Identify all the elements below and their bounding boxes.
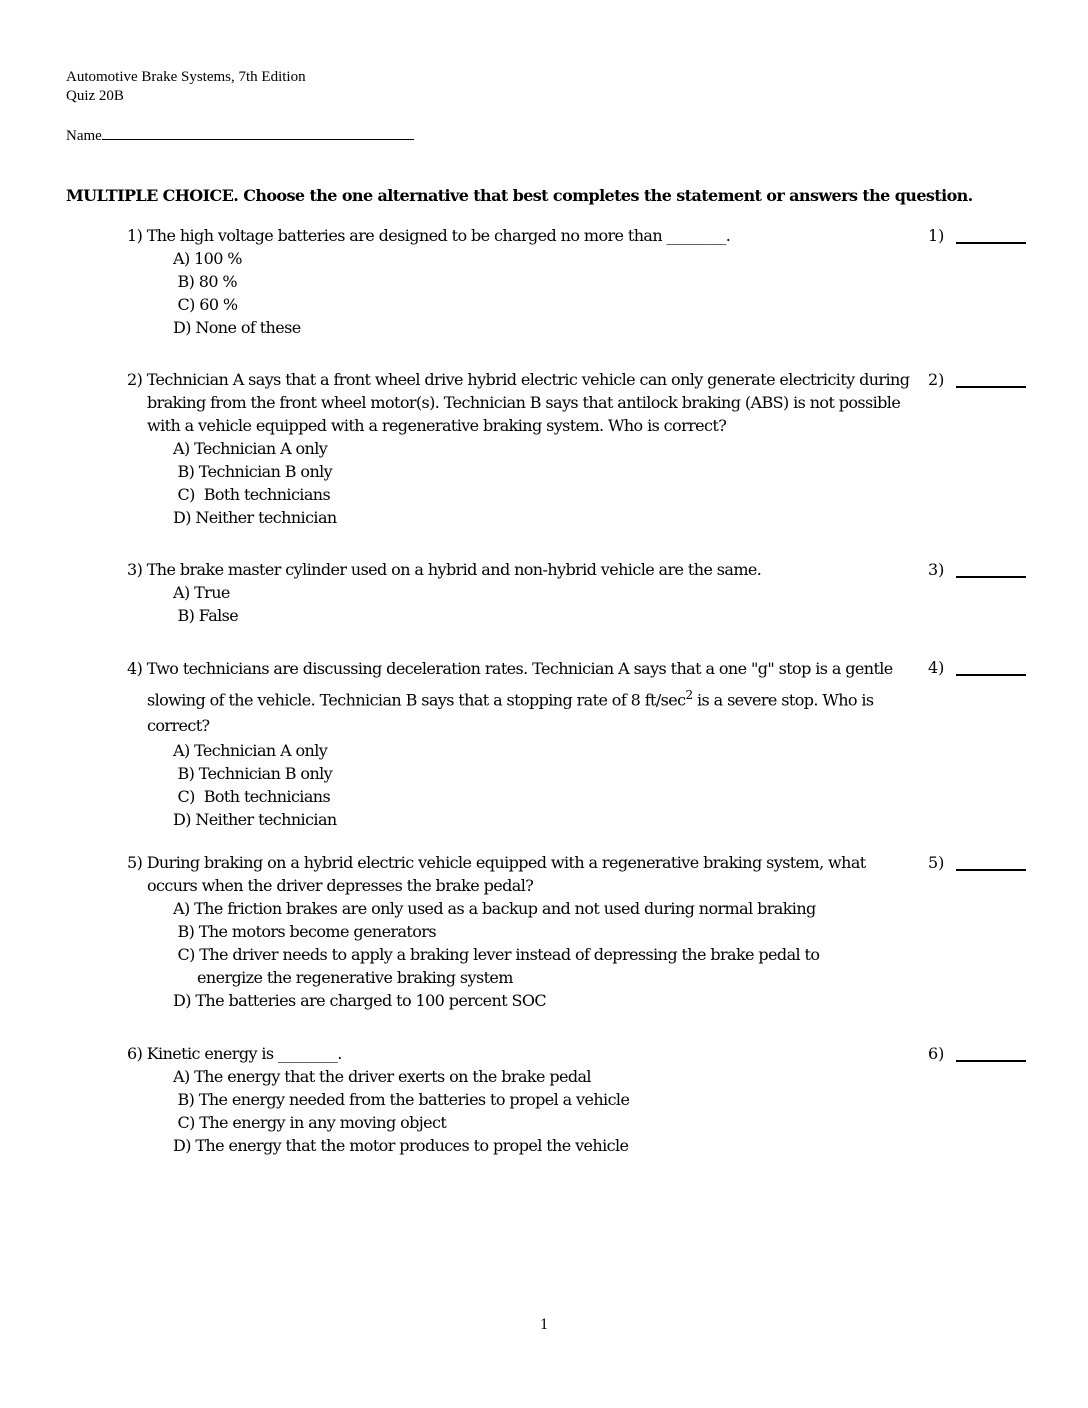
question-stem: 2) Technician A says that a front wheel drive hybrid electric vehicle can only generate electricity during braking from the front wheel motor(s). Technician B says that antilock braking (ABS) is not possible with a vehicle equipped with a regenerative braking system. Who is correct?	[127, 370, 910, 435]
option-b: B) Technician B only	[173, 764, 333, 784]
question-3	[127, 558, 917, 627]
answer-blank-1[interactable]	[956, 242, 1026, 244]
question-4	[127, 656, 917, 831]
option-a: A) The energy that the driver exerts on the brake pedal	[173, 1067, 591, 1086]
question-stem: 6) Kinetic energy is ________.	[127, 1044, 342, 1063]
question-5	[127, 851, 917, 1012]
option-a: A) 100 %	[173, 249, 242, 268]
answer-number-5: 5)	[928, 853, 945, 872]
answer-number-2: 2)	[928, 370, 945, 389]
option-d: D) Neither technician	[173, 508, 337, 527]
option-d: D) Neither technician	[173, 810, 337, 830]
option-c: C) Both technicians	[173, 787, 331, 807]
question-stem: 1) The high voltage batteries are designed to be charged no more than ________.	[127, 226, 731, 245]
option-c	[127, 943, 917, 989]
answer-number-4: 4)	[928, 658, 945, 677]
question-1	[127, 224, 917, 339]
document-title: Automotive Brake Systems, 7th Edition	[66, 69, 306, 85]
question-6	[127, 1042, 917, 1157]
answer-blank-5[interactable]	[956, 869, 1026, 871]
option-b: B) The energy needed from the batteries to propel a vehicle	[173, 1090, 630, 1109]
option-a: A) Technician A only	[173, 741, 328, 761]
option-c: C) Both technicians	[173, 485, 331, 504]
answer-blank-4[interactable]	[956, 674, 1026, 676]
option-a: A) Technician A only	[173, 439, 328, 458]
question-stem: 3) The brake master cylinder used on a hybrid and non-hybrid vehicle are the same.	[127, 560, 762, 579]
stem-text-1: 4) Two technicians are discussing deceleration rates. Technician A says that a one "g" stop is a gentle slowing of the vehicle. Technician B says that a stopping rate of 8 ft/sec	[127, 659, 893, 710]
option-b: B) The motors become generators	[173, 922, 436, 941]
answer-number-1: 1)	[928, 226, 945, 245]
name-field[interactable]	[66, 125, 414, 145]
stem-text-2: is a severe stop. Who is correct?	[147, 690, 874, 736]
answer-blank-6[interactable]	[956, 1060, 1026, 1062]
answer-number-3: 3)	[928, 560, 945, 579]
quiz-label: Quiz 20B	[66, 88, 124, 104]
option-b: B) Technician B only	[173, 462, 333, 481]
option-c-continuation: energize the regenerative braking system	[197, 968, 513, 987]
option-c: C) 60 %	[173, 295, 238, 314]
answer-blank-2[interactable]	[956, 386, 1026, 388]
option-c: C) The energy in any moving object	[173, 1113, 447, 1132]
answer-blank-3[interactable]	[956, 576, 1026, 578]
question-stem	[127, 656, 917, 739]
instructions: MULTIPLE CHOICE. Choose the one alternative that best completes the statement or answers the question.	[66, 186, 973, 205]
name-label: Name	[66, 128, 102, 144]
option-d: D) None of these	[173, 318, 301, 337]
option-a: A) True	[173, 583, 230, 602]
question-stem: 5) During braking on a hybrid electric vehicle equipped with a regenerative braking system, what occurs when the driver depresses the brake pedal?	[127, 853, 866, 895]
name-blank-line[interactable]	[102, 125, 414, 140]
option-c-text: C) The driver needs to apply a braking lever instead of depressing the brake pedal to	[173, 945, 820, 964]
answer-number-6: 6)	[928, 1044, 945, 1063]
option-a: A) The friction brakes are only used as a backup and not used during normal braking	[173, 899, 816, 918]
option-b: B) 80 %	[173, 272, 238, 291]
option-d: D) The energy that the motor produces to propel the vehicle	[173, 1136, 629, 1155]
stem-superscript: 2	[685, 688, 693, 702]
option-d: D) The batteries are charged to 100 percent SOC	[173, 991, 547, 1010]
question-2	[127, 368, 917, 529]
option-b: B) False	[173, 606, 239, 625]
page-number: 1	[540, 1316, 548, 1333]
